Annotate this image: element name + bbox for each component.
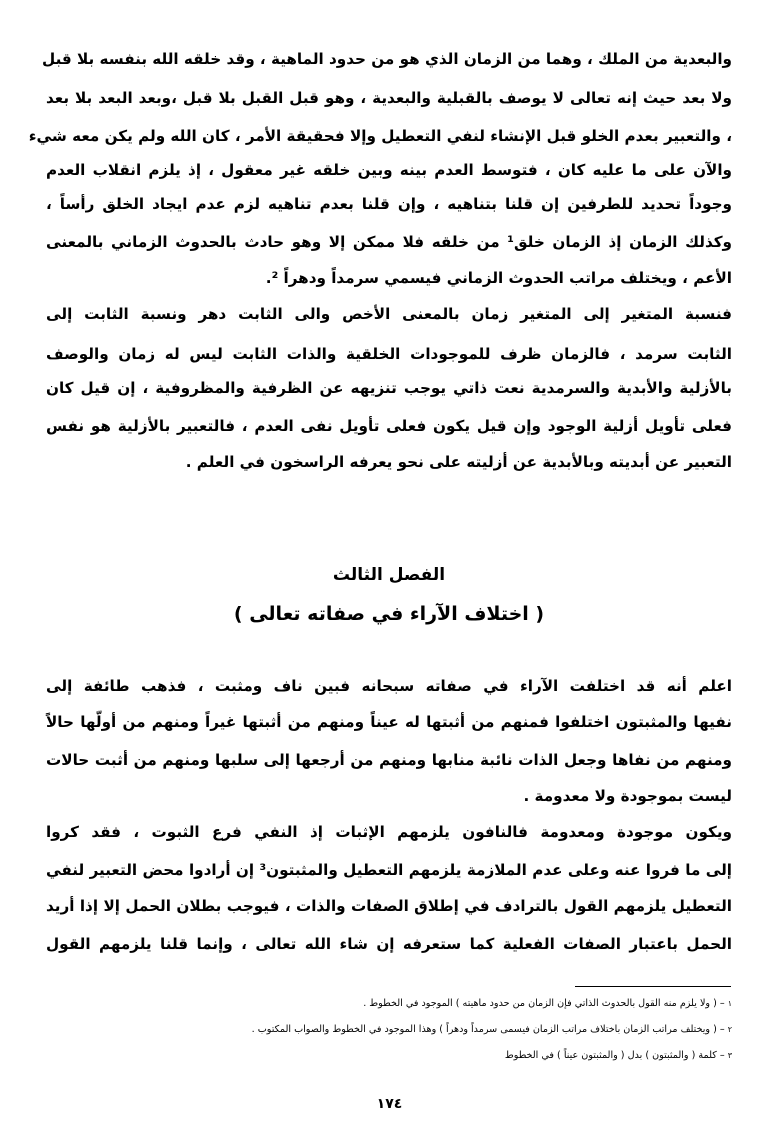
footnote-number: ٢ xyxy=(727,1025,732,1034)
body-text-line: ، والتعبير بعدم الخلو قبل الإنشاء لنفي التعطيل وإلا فحقيقة الأمر ، كان الله ولم يكن معه شيء xyxy=(28,127,732,145)
body-text-line: نفيها والمثبتون اختلفوا فمنهم من أثبتها له عيناً ومنهم من أثبتها غيراً ومنهم من أولّها حالاً xyxy=(46,713,732,731)
body-text-line: التعطيل يلزمهم القول بالترادف في إطلاق الصفات والذات ، فيوجب بطلان الحمل إلا إذا أريد xyxy=(46,897,732,915)
body-text-line: التعبير عن أبديته وبالأبدية عن أزليته على نحو يعرفه الراسخون في العلم . xyxy=(185,453,732,471)
footnote xyxy=(251,1020,732,1040)
body-text-line: والبعدية من الملك ، وهما من الزمان الذي هو من حدود الماهية ، وقد خلقه الله بنفسه بلا قبل xyxy=(42,50,732,68)
section-subtitle: ( اختلاف الآراء في صفاته تعالى ) xyxy=(233,603,545,625)
body-text-line: بالأزلية والأبدية والسرمدية نعت ذاتي يوجب تنزيهه عن الظرفية والمظروفية ، إن قيل كان xyxy=(46,379,732,397)
footnote-text: – كلمة ( والمثبتون ) بدل ( والمثبتون عيناً ) في الخطوط xyxy=(504,1050,725,1061)
body-text-line: فنسبة المتغير إلى المتغير زمان بالمعنى الأخص والى الثابت دهر ونسبة الثابت إلى xyxy=(46,305,732,323)
footnote-number: ١ xyxy=(727,999,732,1008)
footnote xyxy=(300,1046,732,1066)
footnote xyxy=(300,994,732,1014)
page-number: ١٧٤ xyxy=(376,1096,403,1112)
body-text-line: ومنهم من نفاها وجعل الذات نائبة منابها ومنهم من أرجعها إلى سلبها ومنهم من أثبت حالات xyxy=(46,751,732,769)
section-title: الفصل الثالث xyxy=(332,565,446,585)
footnote-text: – ( ولا يلزم منه القول بالحدوث الذاتي فإن الزمان من حدود ماهيته ) الموجود في الخطوط . xyxy=(363,998,725,1009)
body-text-line: ليست بموجودة ولا معدومة . xyxy=(523,787,732,805)
body-text-line: الأعم ، ويختلف مراتب الحدوث الزماني فيسمي سرمداً ودهراً ². xyxy=(265,269,732,287)
body-text-line: وجوداً تحديد للطرفين إن قلنا بتناهيه ، وإن قلنا بعدم تناهيه لزم عدم ايجاد الخلق رأساً ، xyxy=(46,195,732,213)
body-text-line: اعلم أنه قد اختلفت الآراء في صفاته سبحانه فبين ناف ومثبت ، فذهب طائفة إلى xyxy=(46,677,732,695)
footnote-text: – ( ويختلف مراتب الزمان باختلاف مراتب الزمان فيسمى سرمداً ودهراً ) وهذا الموجود في الخطوط والصواب المكتوب . xyxy=(251,1024,725,1035)
footnote-number: ٣ xyxy=(727,1051,732,1060)
body-text-line: وكذلك الزمان إذ الزمان خلق¹ من خلقه فلا ممكن إلا وهو حادث بالحدوث الزماني بالمعنى xyxy=(46,233,732,251)
footnote-separator xyxy=(575,986,731,987)
body-text-line: الحمل باعتبار الصفات الفعلية كما ستعرفه إن شاء الله تعالى ، وإنما قلنا يلزمهم القول xyxy=(46,935,732,953)
body-text-line: ويكون موجودة ومعدومة فالنافون يلزمهم الإثبات إذ النفي فرع الثبوت ، فقد كروا xyxy=(46,823,732,841)
body-text-line: إلى ما فروا عنه وعلى عدم الملازمة يلزمهم التعطيل والمثبتون³ إن أرادوا محض التعبير لنفي xyxy=(46,861,733,879)
body-text-line: فعلى تأويل أزلية الوجود وإن قيل يكون فعلى تأويل نفى العدم ، فالتعبير بالأزلية هو نفس xyxy=(46,417,732,435)
body-text-line: الثابت سرمد ، فالزمان ظرف للموجودات الخلقية والذات الثابت ليس له زمان والوصف xyxy=(46,345,732,363)
body-text-line: والآن على ما عليه كان ، فتوسط العدم بينه وبين خلقه غير معقول ، إذ يلزم انقلاب العدم xyxy=(46,161,732,179)
body-text-line: ولا بعد حيث إنه تعالى لا يوصف بالقبلية والبعدية ، وهو قبل القبل بلا قبل ،وبعد البعد بلا بعد xyxy=(46,89,732,107)
